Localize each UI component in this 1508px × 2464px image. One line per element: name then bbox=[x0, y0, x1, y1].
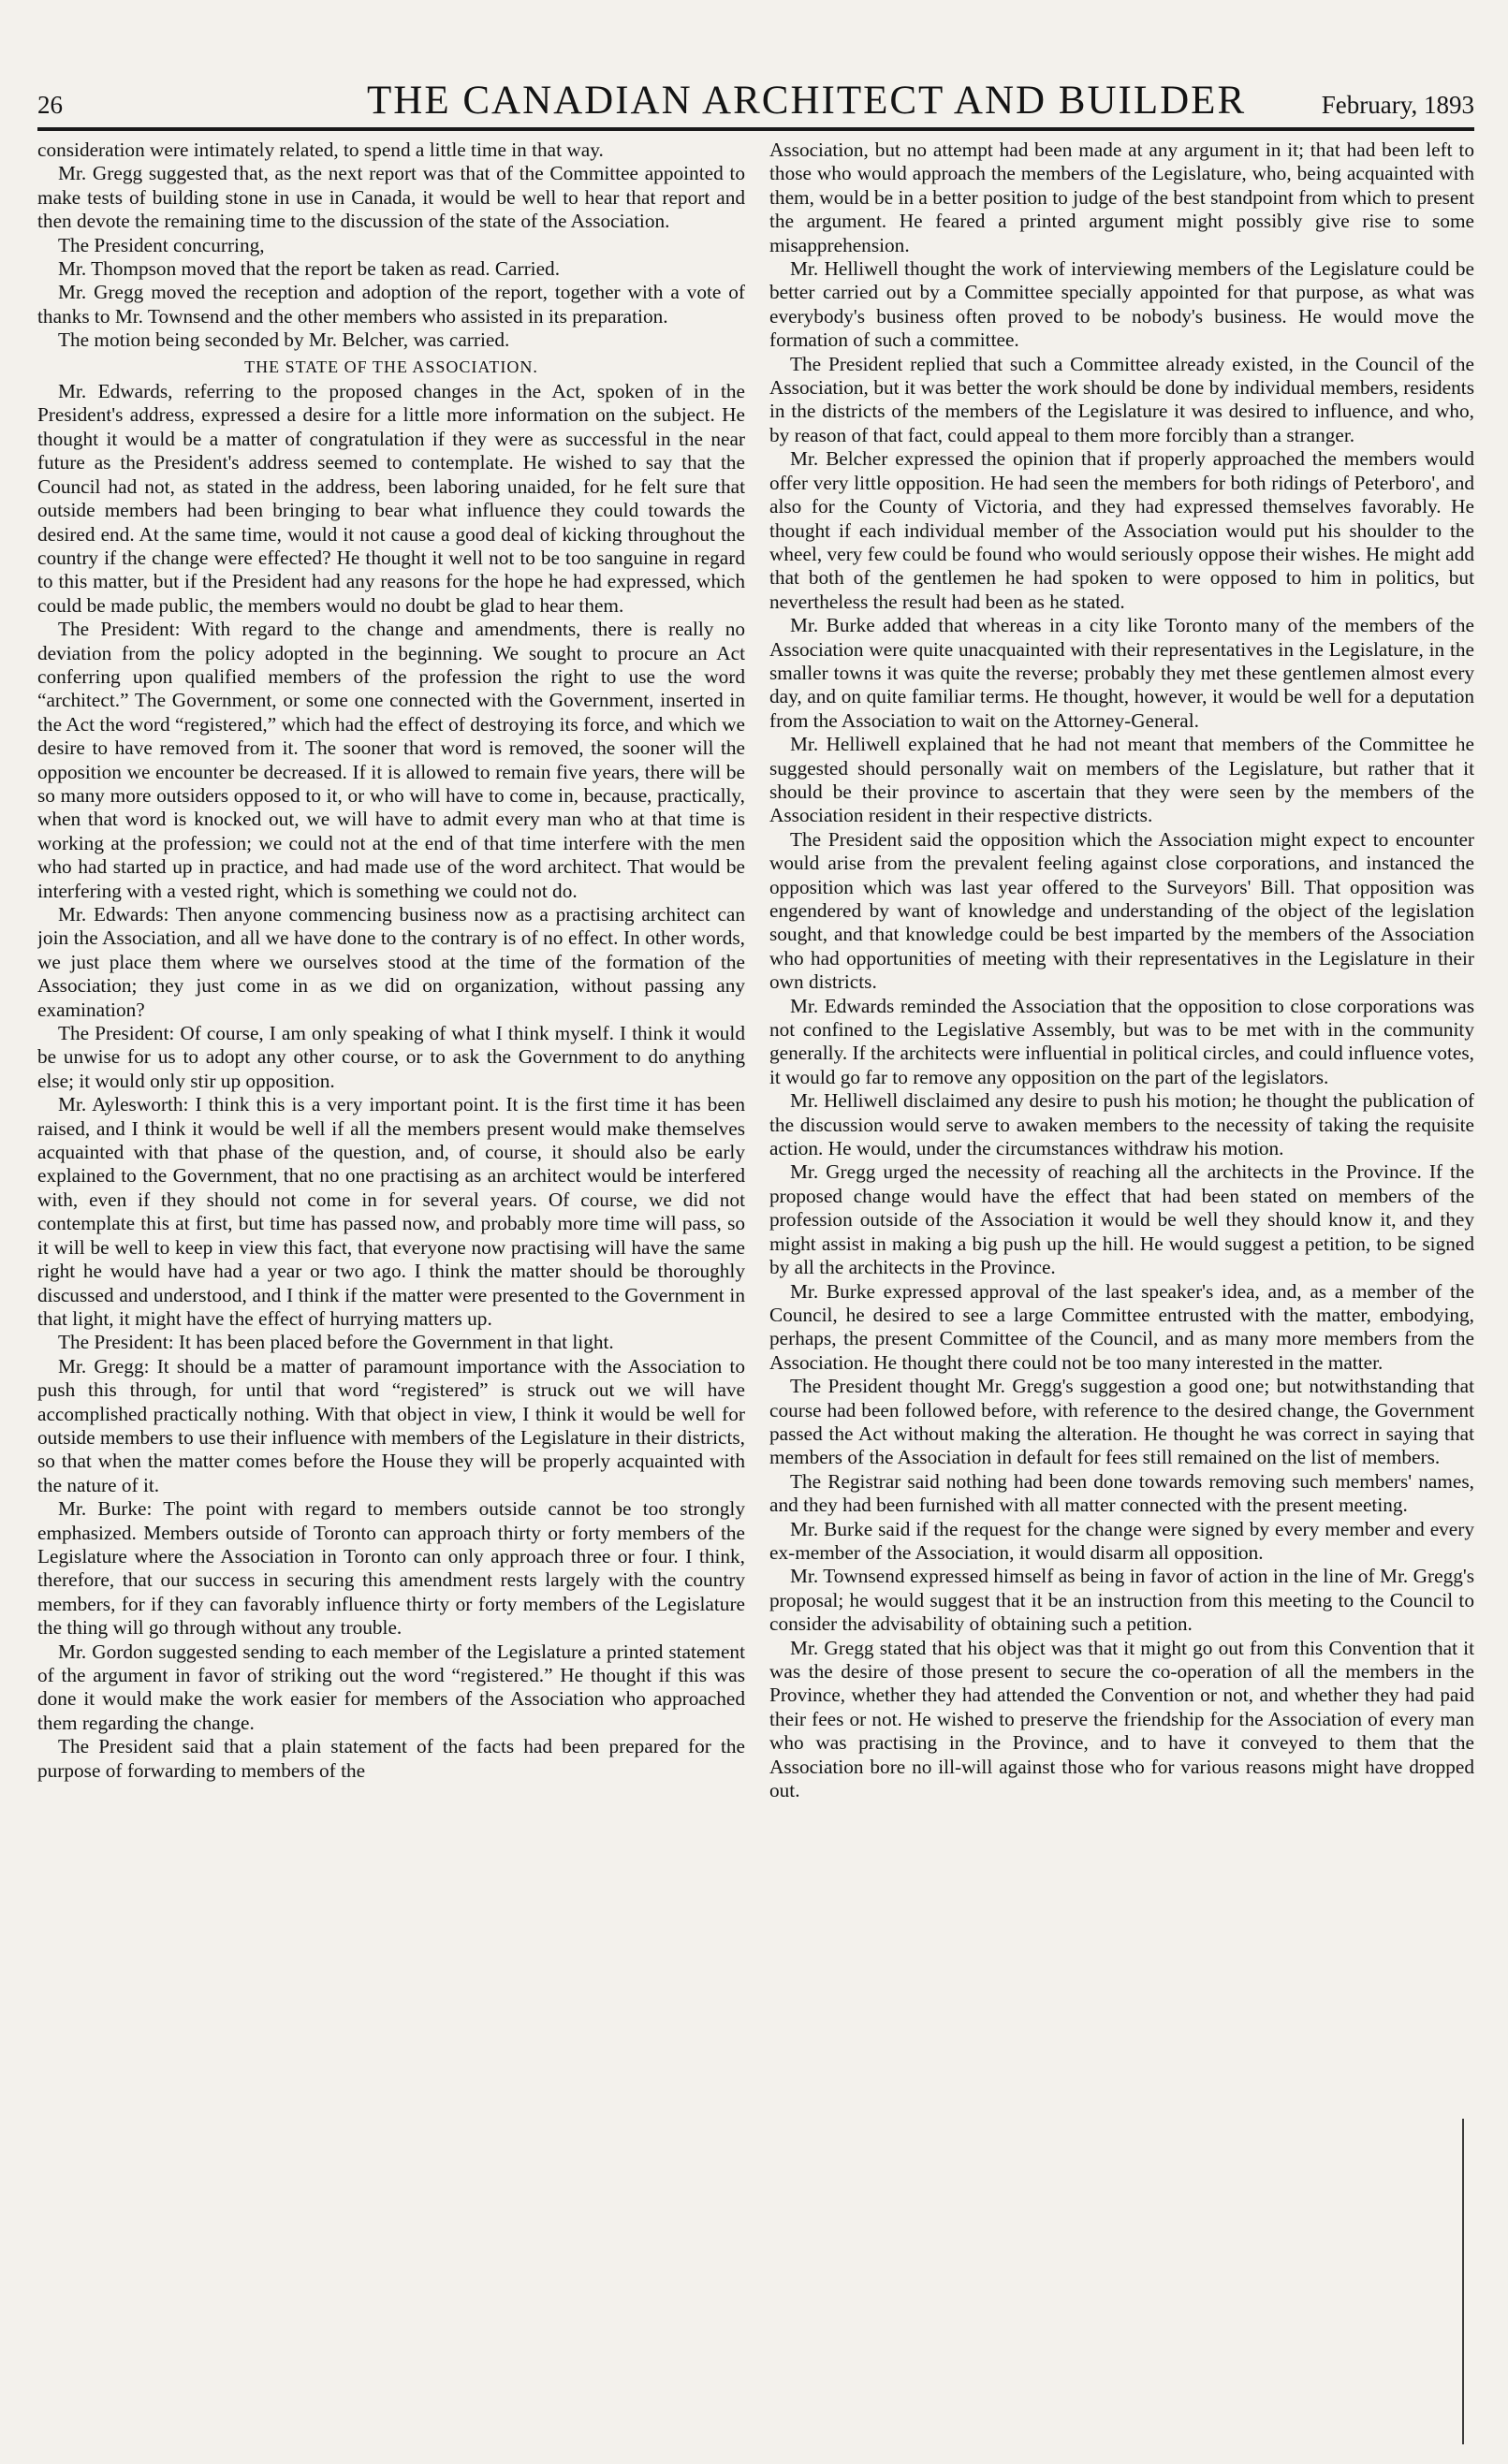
paragraph: Mr. Gordon suggested sending to each member of the Legislature a printed statement of the argument in favor of striking out the word “registered.” He thought if this was done it would make the work easier for members of the Association who approached them regarding the change. bbox=[37, 1640, 745, 1734]
paragraph: The President: Of course, I am only speaking of what I think myself. I think it would be unwise for us to adopt any other course, or to ask the Government to do anything else; it would only stir up opposition. bbox=[37, 1022, 745, 1092]
paragraph: Mr. Burke added that whereas in a city like Toronto many of the members of the Association were quite unacquainted with their representatives in the Legislature, in the smaller towns it was quite the reverse; probably they met these gentlemen almost every day, and on quite familiar terms. He thought, however, it would be well for a deputation from the Association to wait on the Attorney-General. bbox=[769, 614, 1474, 732]
paragraph: The President said that a plain statement of the facts had been prepared for the purpose of forwarding to members of the bbox=[37, 1735, 745, 1782]
paragraph: Mr. Aylesworth: I think this is a very important point. It is the first time it has been raised, and I think it would be well if all the members present would make themselves acquainted with that phase of the question, and, of course, it should also be early explained to the Government, that no one practising as an architect would be interfered with, even if they should not come in for several years. Of course, we did not contemplate this at first, but time has passed now, and probably more time will pass, so it will be well to keep in view this fact, that everyone now practising will have the same right he would have had a year or two ago. I think the matter should be thoroughly discussed and understood, and I think if the matter were presented to the Government in that light, it might have the effect of hurrying matters up. bbox=[37, 1093, 745, 1330]
left-column bbox=[37, 139, 745, 2441]
paragraph: The President said the opposition which the Association might expect to encounter would arise from the prevalent feeling against close corporations, and instanced the opposition which was last year offered to the Surveyors' Bill. That opposition was engendered by want of knowledge and understanding of the object of the legislation sought, and that knowledge could be best imparted by the members of the Association who had opportunities of meeting with their representatives in the Legislature in their own districts. bbox=[769, 827, 1474, 994]
margin-rule bbox=[1462, 2119, 1464, 2444]
paragraph: Mr. Gregg: It should be a matter of paramount importance with the Association to push this through, for until that word “registered” is struck out we will have accomplished practically nothing. With that object in view, I think it would be well for outside members to use their influence with members of the Legislature in their districts, so that when the matter comes before the House they will be properly acquainted with the nature of it. bbox=[37, 1354, 745, 1496]
paragraph: Mr. Gregg urged the necessity of reaching all the architects in the Province. If the proposed change would have the effect that had been stated on members of the profession outside of the Association it would be well they should know it, and they might assist in making a big push up the hill. He would suggest a petition, to be signed by all the architects in the Province. bbox=[769, 1160, 1474, 1279]
paragraph: Mr. Edwards, referring to the proposed changes in the Act, spoken of in the President's address, expressed a desire for a little more information on the subject. He thought it would be a matter of congratulation if they were as successful in the near future as the President's address seemed to contemplate. He wished to say that the Council had not, as stated in the address, been laboring unaided, for he felt sure that outside members had been bringing to bear what influence they could towards the desired end. At the same time, would it not cause a good deal of kicking throughout the country if the change were effected? He thought it well not to be too sanguine in regard to this matter, but if the President had any reasons for the hope he had expressed, which could be made public, the members would no doubt be glad to hear them. bbox=[37, 380, 745, 617]
paragraph: Mr. Burke: The point with regard to members outside cannot be too strongly emphasized. Members outside of Toronto can approach thirty or forty members of the Legislature where the Association in Toronto can only approach three or four. I think, therefore, that our success in securing this amendment rests largely with the country members, for if they can favorably influence thirty or forty members of the Legislature the thing will go through without any trouble. bbox=[37, 1497, 745, 1640]
paragraph: Mr. Helliwell disclaimed any desire to push his motion; he thought the publication of the discussion would serve to awaken members to the necessity of taking the requisite action. He would, under the circumstances withdraw his motion. bbox=[769, 1089, 1474, 1160]
paragraph: Mr. Townsend expressed himself as being in favor of action in the line of Mr. Gregg's proposal; he would suggest that it be an instruction from this meeting to the Council to consider the advisability of obtaining such a petition. bbox=[769, 1565, 1474, 1636]
paragraph: The President concurring, bbox=[58, 233, 265, 256]
masthead-title: THE CANADIAN ARCHITECT AND BUILDER bbox=[367, 79, 1247, 123]
paragraph: Mr. Helliwell thought the work of interviewing members of the Legislature could be better carried out by a Committee specially appointed for that purpose, as what was everybody's business often proved to be nobody's business. He would move the formation of such a committee. bbox=[769, 257, 1474, 352]
paragraph: Mr. Gregg stated that his object was that it might go out from this Convention that it was the desire of those present to secure the co-operation of all the members in the Province, whether they had attended the Convention or not, and whether they had paid their fees or not. He wished to preserve the friendship for the Association of every man who was practising in the Province, and to have it conveyed to them that the Association bore no ill-will against those who for various reasons might have dropped out. bbox=[769, 1636, 1474, 1802]
paragraph: Mr. Belcher expressed the opinion that if properly approached the members would offer very little opposition. He had seen the members for both ridings of Peterboro', and also for the County of Victoria, and they had expressed themselves favorably. He thought if each individual member of the Association would put his shoulder to the wheel, very few could be found who would seriously oppose their wishes. He might add that both of the gentlemen he had spoken to were opposed to him in politics, but nevertheless the result had been as he stated. bbox=[769, 447, 1474, 613]
paragraph: consideration were intimately related, to spend a little time in that way. bbox=[37, 139, 604, 161]
paragraph: Mr. Edwards: Then anyone commencing business now as a practising architect can join the Association, and all we have done to the contrary is of no effect. In other words, we just place them where we ourselves stood at the time of the formation of the Association; they just come in as we did on organization, without passing any examination? bbox=[37, 903, 745, 1021]
page-number: 26 bbox=[37, 91, 63, 119]
paragraph: The President thought Mr. Gregg's suggestion a good one; but notwithstanding that course had been followed before, with reference to the desired change, the Government passed the Act without making the alteration. He thought he was correct in saying that members of the Association in default for fees still remained on the list of members. bbox=[769, 1375, 1474, 1469]
paragraph: Mr. Helliwell explained that he had not meant that members of the Committee he suggested should personally wait on members of the Legislature, but rather that it should be their province to ascertain that they were seen by the members of the Association resident in their respective districts. bbox=[769, 733, 1474, 827]
section-heading: THE STATE OF THE ASSOCIATION. bbox=[244, 357, 538, 376]
paragraph: Mr. Gregg moved the reception and adoption of the report, together with a vote of thanks to Mr. Townsend and the other members who assisted in its preparation. bbox=[37, 281, 745, 328]
right-column bbox=[769, 139, 1474, 2441]
paragraph: Mr. Edwards reminded the Association that the opposition to close corporations was not confined to the Legislative Assembly, but was to be met with in the community generally. If the architects were influential in political circles, and could influence votes, it would go far to remove any opposition on the part of the legislators. bbox=[769, 994, 1474, 1088]
paragraph: The motion being seconded by Mr. Belcher, was carried. bbox=[58, 328, 510, 352]
issue-date: February, 1893 bbox=[1321, 91, 1474, 119]
paragraph: Mr. Burke expressed approval of the last speaker's idea, and, as a member of the Council, he desired to see a large Committee entrusted with the matter, embodying, perhaps, the present Committee of the Council, and as many more members from the Association. He thought there could not be too many interested in the matter. bbox=[769, 1279, 1474, 1374]
paragraph: Mr. Burke said if the request for the change were signed by every member and every ex-member of the Association, it would disarm all opposition. bbox=[769, 1517, 1474, 1564]
paragraph: The President replied that such a Committee already existed, in the Council of the Association, but it was better the work should be done by individual members, residents in the districts of the members of the Legislature it was desired to influence, and who, by reason of that fact, could appeal to them more forcibly than a stranger. bbox=[769, 352, 1474, 446]
page-header bbox=[37, 67, 1474, 131]
paragraph: The President: With regard to the change and amendments, there is really no deviation from the policy adopted in the beginning. We sought to procure an Act conferring upon qualified members of the profession the right to use the word “architect.” The Government, or some one connected with the Government, inserted in the Act the word “registered,” which had the effect of destroying its force, and which we desire to have removed from it. The sooner that word is removed, the sooner will the opposition we encounter be decreased. If it is allowed to remain five years, there will be so many more outsiders opposed to it, or who will have to come in, because, practically, when that word is knocked out, we will have to admit every man who at that time is working at the profession; we could not at the end of that time interfere with the men who had started up in practice, and had made use of the word architect. That would be interfering with a vested right, which is something we could not do. bbox=[37, 618, 745, 902]
paragraph: Mr. Gregg suggested that, as the next report was that of the Committee appointed to make tests of building stone in use in Canada, it would be well to hear that report and then devote the remaining time to the discussion of the state of the Association. bbox=[37, 162, 745, 233]
paragraph: The President: It has been placed before the Government in that light. bbox=[58, 1331, 614, 1354]
paragraph: Mr. Thompson moved that the report be taken as read. Carried. bbox=[58, 257, 561, 281]
paragraph: Association, but no attempt had been made at any argument in it; that had been left to those who would approach the members of the Legislature, who, being acquainted with them, would be in a better position to judge of the best standpoint from which to present the argument. He feared a printed argument might possibly give rise to some misapprehension. bbox=[769, 139, 1474, 256]
paragraph: The Registrar said nothing had been done towards removing such members' names, and they had been furnished with all matter connected with the present meeting. bbox=[769, 1469, 1474, 1517]
